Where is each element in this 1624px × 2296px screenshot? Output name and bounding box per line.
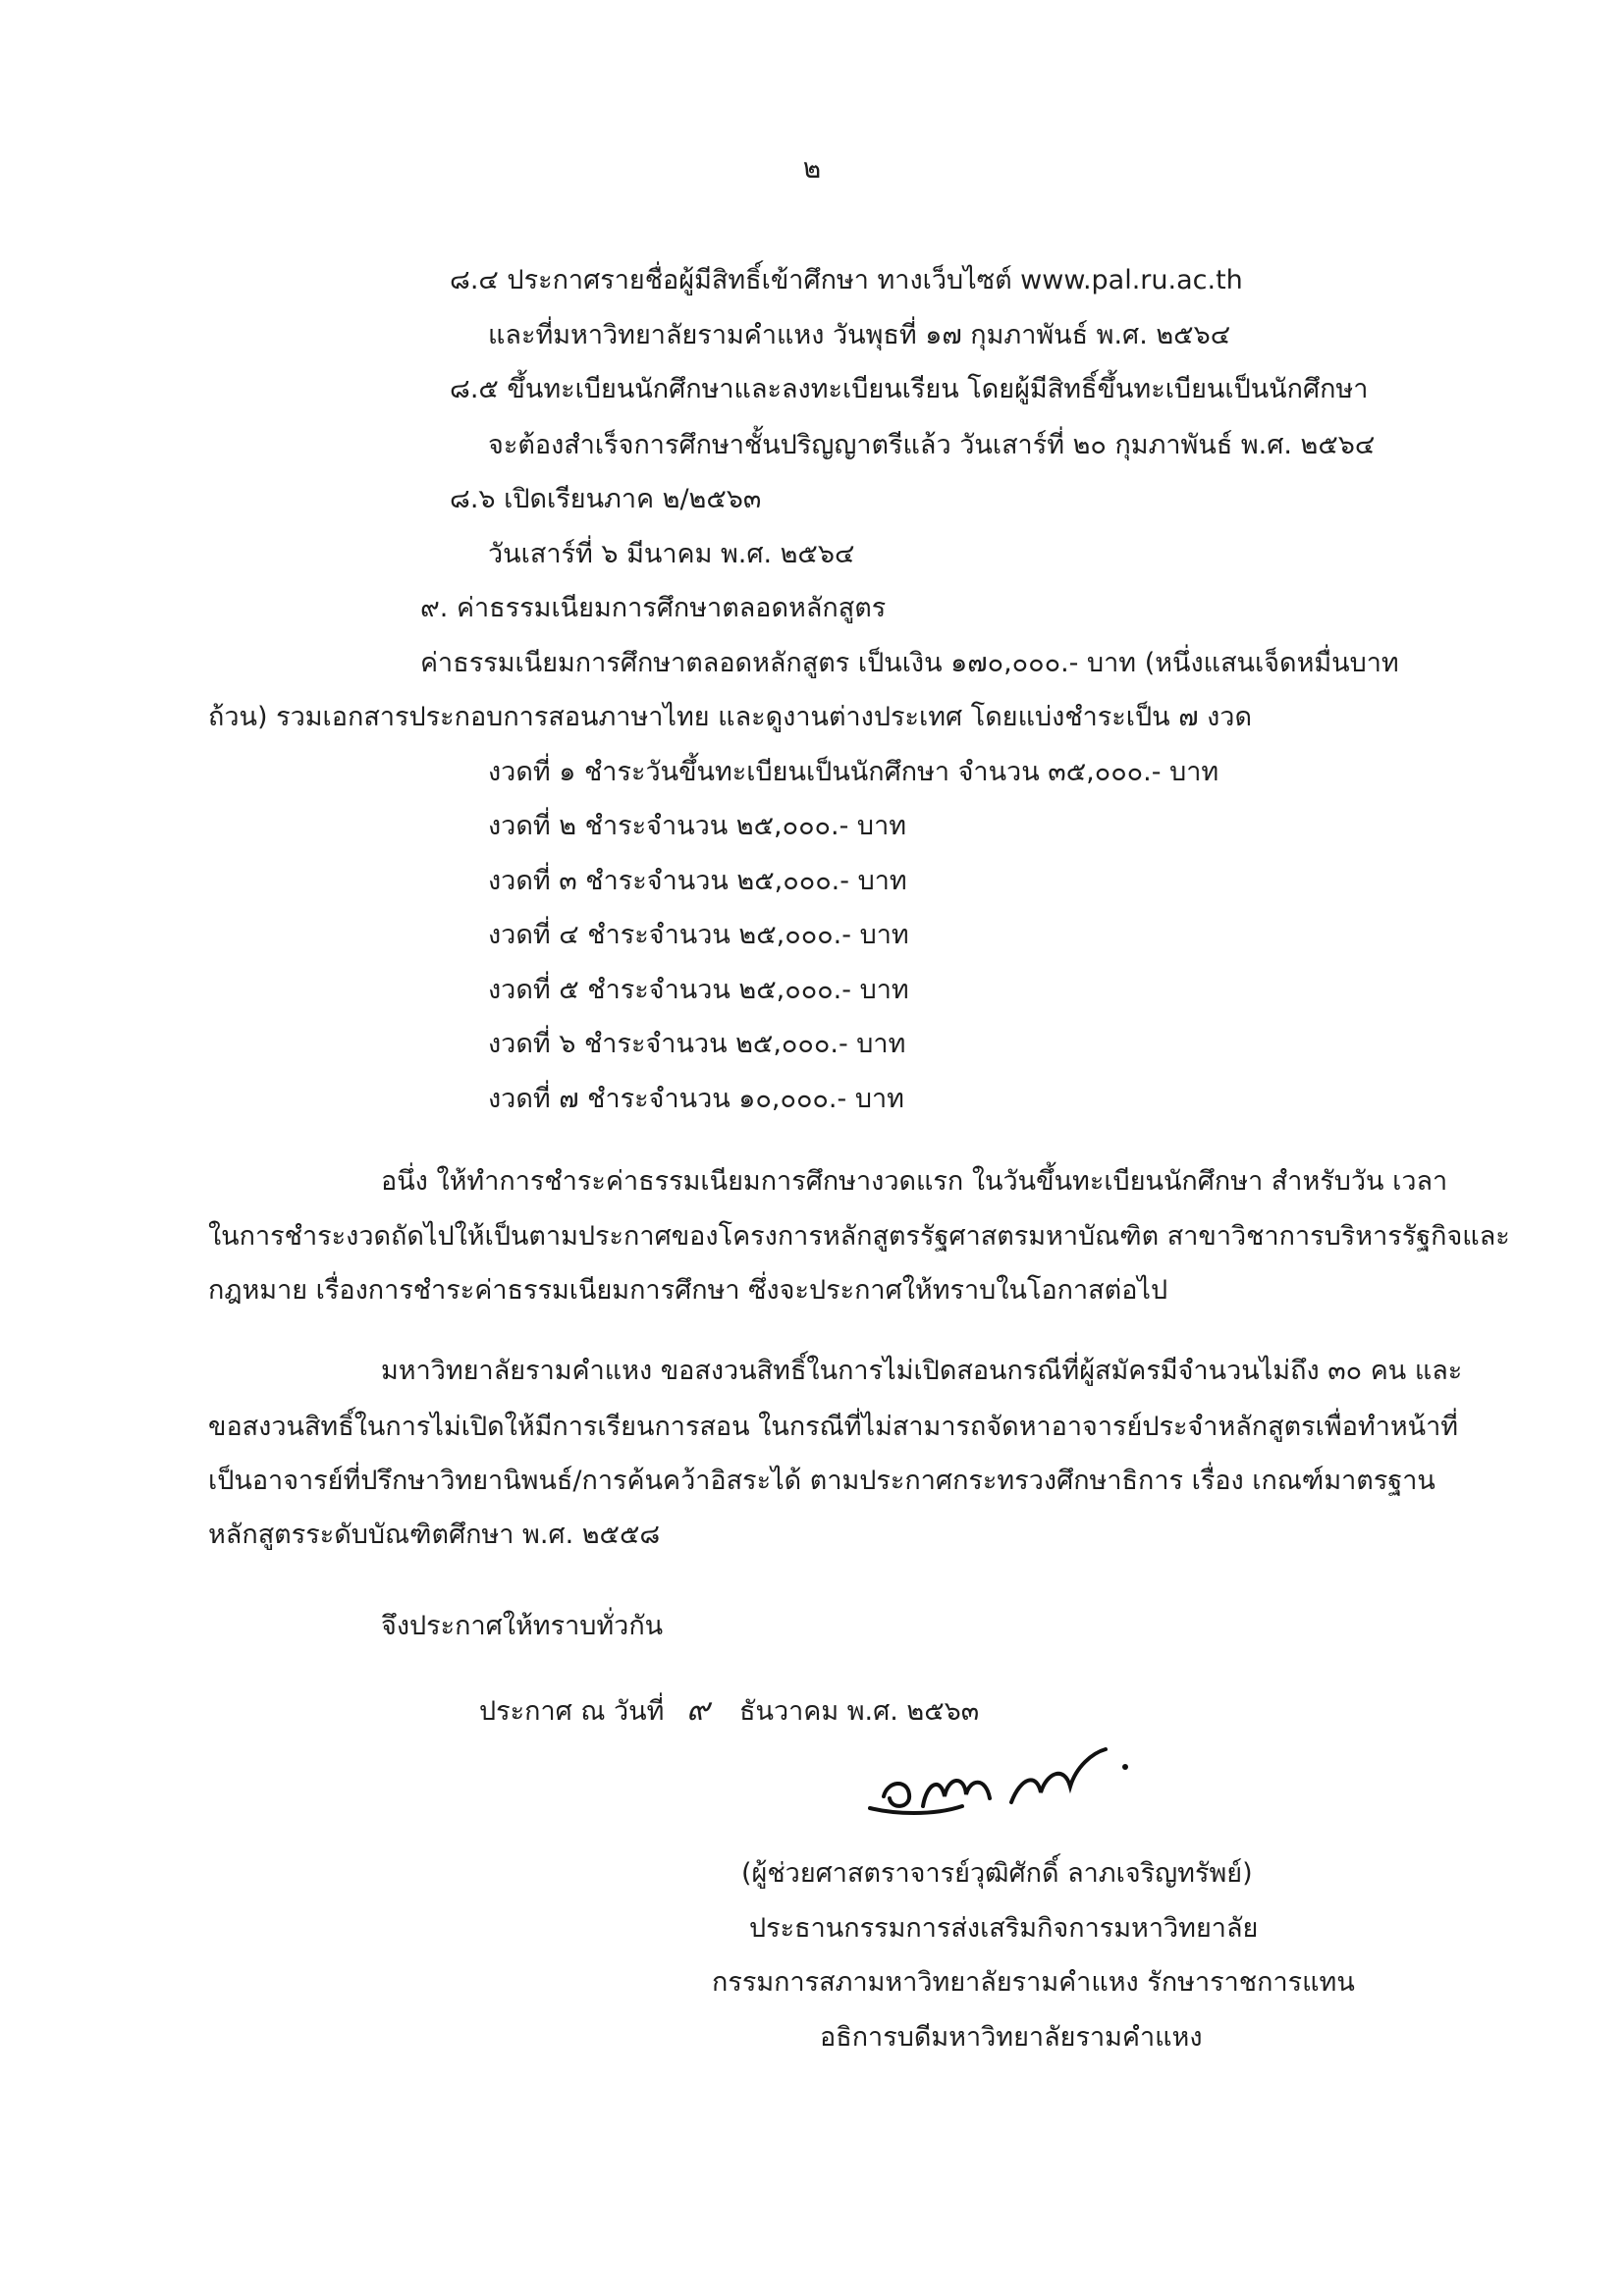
item-8-5-line2: จะต้องสำเร็จการศึกษาชั้นปริญญาตรีแล้ว วันเสาร์ที่ ๒๐ กุมภาพันธ์ พ.ศ. ๒๕๖๔	[488, 430, 1376, 460]
section-9-para-line1: ค่าธรรมเนียมการศึกษาตลอดหลักสูตร เป็นเงิน ๑๗๐,๐๐๐.- บาท (หนึ่งแสนเจ็ดหมื่นบาท	[420, 648, 1399, 678]
installment-7: งวดที่ ๗ ชำระจำนวน ๑๐,๐๐๐.- บาท	[488, 1084, 904, 1114]
item-8-4-line2: และที่มหาวิทยาลัยรามคำแหง วันพุธที่ ๑๗ กุมภาพันธ์ พ.ศ. ๒๕๖๔	[488, 320, 1231, 350]
payment-para-line2: ในการชำระงวดถัดไปให้เป็นตามประกาศของโครงการหลักสูตรรัฐศาสตรมหาบัณฑิต สาขาวิชาการบริหารรัฐกิจและ	[208, 1221, 1510, 1252]
date-day: ๙	[686, 1690, 710, 1728]
item-8-6-line1: ๘.๖ เปิดเรียนภาค ๒/๒๕๖๓	[450, 484, 762, 514]
payment-para-line1: อนึ่ง ให้ทำการชำระค่าธรรมเนียมการศึกษางวดแรก ในวันขึ้นทะเบียนนักศึกษา สำหรับวัน เวลา	[381, 1166, 1448, 1197]
date-prefix: ประกาศ ณ วันที่	[479, 1696, 665, 1727]
installment-2: งวดที่ ๒ ชำระจำนวน ๒๕,๐๐๐.- บาท	[488, 811, 907, 841]
rights-para-line1: มหาวิทยาลัยรามคำแหง ขอสงวนสิทธิ์ในการไม่เปิดสอนกรณีที่ผู้สมัครมีจำนวนไม่ถึง ๓๐ คน และ	[381, 1356, 1463, 1386]
page-number: ๒	[802, 152, 822, 185]
installment-3: งวดที่ ๓ ชำระจำนวน ๒๕,๐๐๐.- บาท	[488, 866, 907, 896]
item-8-5-line1: ๘.๕ ขึ้นทะเบียนนักศึกษาและลงทะเบียนเรียน โดยผู้มีสิทธิ์ขึ้นทะเบียนเป็นนักศึกษา	[450, 374, 1369, 404]
rights-para-line3: เป็นอาจารย์ที่ปรึกษาวิทยานิพนธ์/การค้นคว้าอิสระได้ ตามประกาศกระทรวงศึกษาธิการ เรื่อง เกณฑ์มาตรฐาน	[208, 1466, 1435, 1496]
item-8-6-line2: วันเสาร์ที่ ๖ มีนาคม พ.ศ. ๒๕๖๔	[488, 539, 855, 569]
section-9-para-line2: ถ้วน) รวมเอกสารประกอบการสอนภาษาไทย และดูงานต่างประเทศ โดยแบ่งชำระเป็น ๗ งวด	[208, 702, 1252, 732]
announcement-date	[479, 1690, 980, 1728]
signatory-name: (ผู้ช่วยศาสตราจารย์วุฒิศักดิ์ ลาภเจริญทรัพย์)	[741, 1858, 1253, 1889]
announcement: จึงประกาศให้ทราบทั่วกัน	[381, 1611, 664, 1641]
item-8-4-line1: ๘.๔ ประกาศรายชื่อผู้มีสิทธิ์เข้าศึกษา ทางเว็บไซต์ www.pal.ru.ac.th	[450, 265, 1243, 295]
installment-1: งวดที่ ๑ ชำระวันขึ้นทะเบียนเป็นนักศึกษา จำนวน ๓๕,๐๐๐.- บาท	[488, 757, 1219, 787]
rights-para-line4: หลักสูตรระดับบัณฑิตศึกษา พ.ศ. ๒๕๕๘	[208, 1520, 661, 1550]
installment-5: งวดที่ ๕ ชำระจำนวน ๒๕,๐๐๐.- บาท	[488, 975, 909, 1005]
signature-image	[864, 1737, 1149, 1845]
installment-4: งวดที่ ๔ ชำระจำนวน ๒๕,๐๐๐.- บาท	[488, 920, 909, 950]
installment-6: งวดที่ ๖ ชำระจำนวน ๒๕,๐๐๐.- บาท	[488, 1029, 906, 1059]
signatory-title-3: อธิการบดีมหาวิทยาลัยรามคำแหง	[820, 2022, 1203, 2053]
rights-para-line2: ขอสงวนสิทธิ์ในการไม่เปิดให้มีการเรียนการสอน ในกรณีที่ไม่สามารถจัดหาอาจารย์ประจำหลักสูตรเพื่อทำหน้าที่	[208, 1412, 1459, 1442]
payment-para-line3: กฎหมาย เรื่องการชำระค่าธรรมเนียมการศึกษา ซึ่งจะประกาศให้ทราบในโอกาสต่อไป	[208, 1275, 1168, 1306]
signatory-title-1: ประธานกรรมการส่งเสริมกิจการมหาวิทยาลัย	[749, 1913, 1259, 1944]
date-suffix: ธันวาคม พ.ศ. ๒๕๖๓	[739, 1696, 980, 1727]
section-9-heading: ๙. ค่าธรรมเนียมการศึกษาตลอดหลักสูตร	[420, 593, 887, 623]
signatory-title-2: กรรมการสภามหาวิทยาลัยรามคำแหง รักษาราชการแทน	[712, 1967, 1355, 1998]
